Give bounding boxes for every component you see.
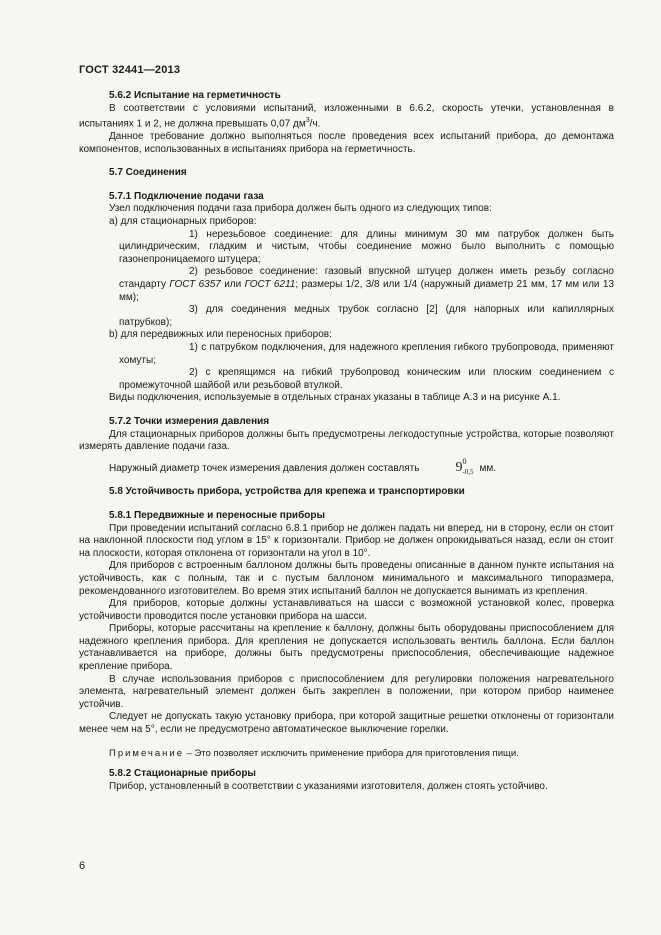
page-content <box>79 90 614 793</box>
standard-ref: ГОСТ 6211 <box>244 279 296 291</box>
heading-5-8: 5.8 Устойчивость прибора, устройства для крепежа и транспортировки <box>109 486 465 498</box>
standard-ref: ГОСТ 6357 <box>169 279 221 291</box>
heading-5-6-2: 5.6.2 Испытание на герметичность <box>109 90 281 101</box>
note <box>79 748 614 761</box>
paragraph: В случае использования приборов с приспособлением для регулировки положения нагревательного элемента, нагревательный элемент должен быть закреплен в положении, при котором прибор наименее устойчив. <box>79 673 614 710</box>
heading-5-8-2: 5.8.2 Стационарные приборы <box>109 768 256 780</box>
text: ; размеры 1/2, 3/8 или 1/4 (наружный диаметр 21 мм, 17 мм или 13 мм); <box>119 279 615 303</box>
heading-5-7: 5.7 Соединения <box>109 167 187 179</box>
list-item <box>79 266 614 304</box>
value: 9 <box>455 459 463 475</box>
paragraph: Приборы, которые рассчитаны на крепление к баллону, должны быть оборудованы приспособлением для надежного крепления прибора. Для крепления не допускается использовать вентиль баллона. Если баллон устанавливается на приборе, должны быть предусмотрены приспособления, обеспечивающие надежное крепление прибора. <box>79 623 614 673</box>
list-item: 1) нерезьбовое соединение: для длины минимум 30 мм патрубок должен быть цилиндрическим, гладким и чистым, чтобы соединение можно было выполнить с помощью газонепроницаемого штуцера; <box>119 228 614 265</box>
list-item: b) для передвижных или переносных приборов: <box>109 329 332 341</box>
heading-5-8-1: 5.8.1 Передвижные и переносные приборы <box>109 509 326 521</box>
tolerance-value <box>425 456 474 476</box>
text: или <box>220 279 245 291</box>
text: мм. <box>479 462 497 474</box>
paragraph: Узел подключения подачи газа прибора должен быть одного из следующих типов: <box>109 203 492 215</box>
list-item: а) для стационарных приборов: <box>109 216 257 228</box>
superscript: 3 <box>305 117 310 125</box>
paragraph: Для приборов с встроенным баллоном должны быть проведены описанные в данном пункте испытания на устойчивость, как с полным, так и с пустым баллоном минимального и максимального типоразмера, рекомендованного изготовителем. Во время этих испытаний баллон не допускается вынимать из крепления. <box>79 560 614 597</box>
paragraph <box>79 103 614 132</box>
list-item: 2) с крепящимся на гибкий трубопровод коническим или плоским соединением с промежуточной шайбой или резьбовой втулкой. <box>119 367 614 391</box>
standard-header: ГОСТ 32441—2013 <box>79 64 181 76</box>
text: Наружный диаметр точек измерения давления должен составлять <box>109 462 420 474</box>
upper-tolerance: 0 <box>462 456 467 466</box>
list-item: 3) для соединения медных трубок согласно [2] (для напорных или капиллярных патрубков); <box>119 304 614 328</box>
paragraph: При проведении испытаний согласно 6.8.1 прибор не должен падать ни вперед, ни в сторону, если он стоит на наклонной плоскости под углом в 15° к горизонтали. Прибор не должен опрокидываться назад, если он стоит на плоскости, которая отклонена от горизонтали на угол в 10°. <box>79 522 614 559</box>
text: 2) резьбовое соединение: газовый впускной штуцер должен иметь резьбу согласно стандарту <box>119 266 614 291</box>
paragraph <box>79 456 614 476</box>
paragraph: Прибор, установленный в соответствии с указаниями изготовителя, должен стоять устойчиво. <box>109 780 548 792</box>
text: В соответствии с условиями испытаний, изложенными в 6.6.2, скорость утечки, установленная в испытаниях 1 и 2, не должна превышать 0,07 дм <box>79 102 614 130</box>
paragraph: Следует не допускать такую установку прибора, при которой защитные решетки отклонены от горизонтали менее чем на 5°, если не предусмотрено автоматическое выключение горелки. <box>79 711 614 736</box>
note-label: Примечание <box>109 747 184 759</box>
note-text: – Это позволяет исключить применение прибора для приготовления пищи. <box>184 747 519 759</box>
text: /ч. <box>309 118 321 130</box>
heading-5-7-2: 5.7.2 Точки измерения давления <box>109 415 270 427</box>
paragraph: Для стационарных приборов должны быть предусмотрены легкодоступные устройства, которые позволяют измерять давление подачи газа. <box>79 428 614 453</box>
lower-tolerance: -0,5 <box>462 467 474 476</box>
heading-5-7-1: 5.7.1 Подключение подачи газа <box>109 190 264 202</box>
paragraph: Виды подключения, используемые в отдельных странах указаны в таблице А.3 и на рисунке А.1. <box>109 392 561 404</box>
paragraph: Данное требование должно выполняться после проведения всех испытаний прибора, до демонтажа компонентов, использованных в испытаниях прибора на герметичность. <box>79 131 614 155</box>
paragraph: Для приборов, которые должны устанавливаться на шасси с возможной установкой колес, проверка устойчивости проводится после установки прибора на шасси. <box>79 598 614 622</box>
list-item: 1) с патрубком подключения, для надежного крепления гибкого трубопровода, применяют хомуты; <box>119 342 614 366</box>
page-number: 6 <box>79 860 86 872</box>
